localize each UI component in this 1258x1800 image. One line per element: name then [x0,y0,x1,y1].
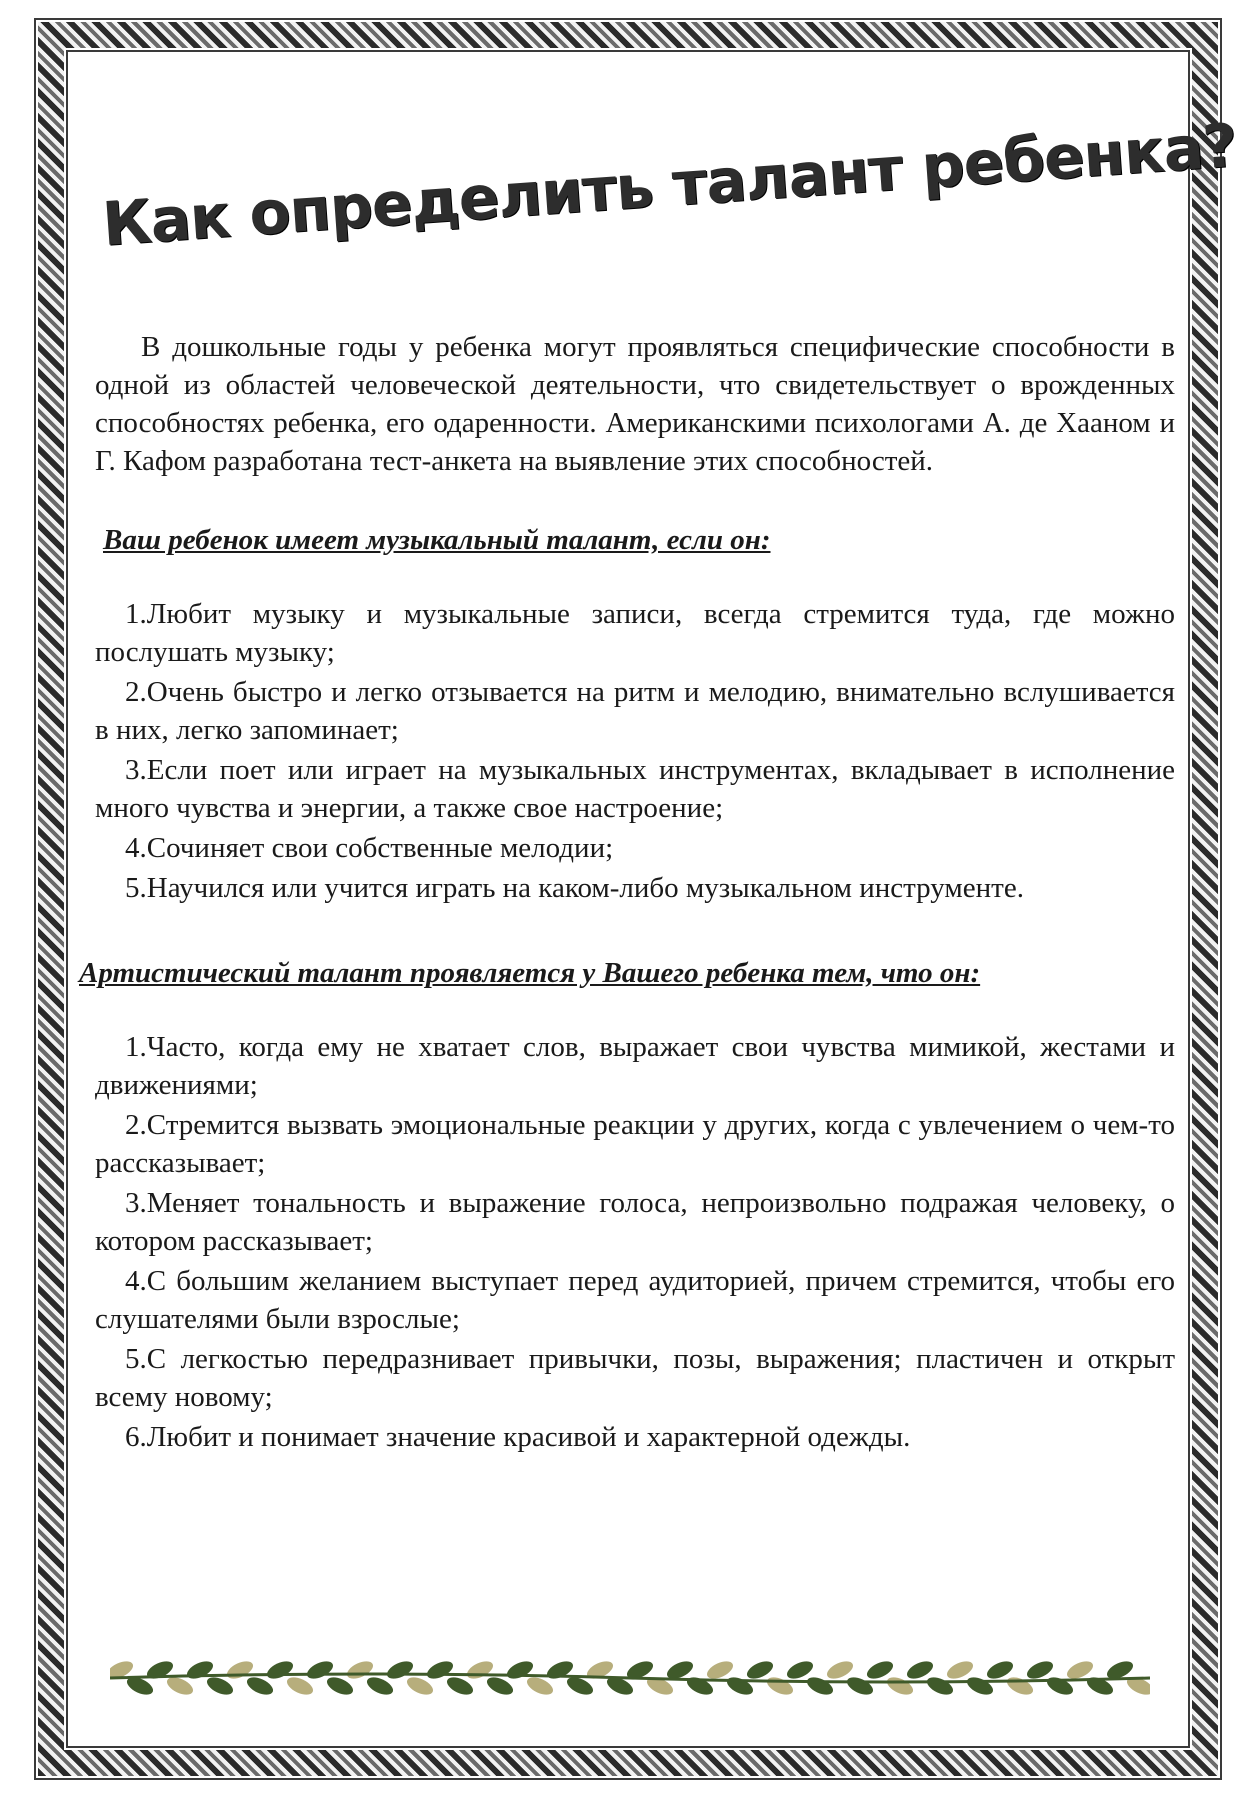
list-item: 2.Очень быстро и легко отзывается на ритм и мелодию, внимательно вслушивается в них, легко запоминает; [95,676,1175,746]
leaf-garland [110,1648,1150,1708]
list-item: 4.С большим желанием выступает перед аудиторией, причем стремится, чтобы его слушателями были взрослые; [95,1265,1175,1335]
list-item: 1.Любит музыку и музыкальные записи, всегда стремится туда, где можно послушать музыку; [95,598,1175,668]
list-item: 3.Меняет тональность и выражение голоса, непроизвольно подражая человеку, о котором рассказывает; [95,1187,1175,1257]
intro-paragraph: В дошкольные годы у ребенка могут проявляться специфические способности в одной из областей человеческой деятельности, что свидетельствует о врожденных способностях ребенка, его одаренности. Американскими психологами А. де Хааном и Г. Кафом разработана тест-анкета на выявление этих способностей. [95,331,1175,477]
music-heading: Ваш ребенок имеет музыкальный талант, если он: [103,524,771,556]
list-item: 5.С легкостью передразнивает привычки, позы, выражения; пластичен и открыт всему новому; [95,1343,1175,1413]
document-page [79,110,1239,1458]
list-item: 5.Научился или учится играть на каком-либо музыкальном инструменте. [125,872,1024,904]
page-title: Как определить талант ребенка? [100,110,1239,261]
list-item: 4.Сочиняет свои собственные мелодии; [125,832,614,864]
art-heading: Артистический талант проявляется у Вашего ребенка тем, что он: [79,957,981,989]
music-list [95,595,1175,907]
art-list [95,1028,1175,1456]
list-item: 3.Если поет или играет на музыкальных инструментах, вкладывает в исполнение много чувства и энергии, а также свое настроение; [95,754,1175,824]
list-item: 6.Любит и понимает значение красивой и характерной одежды. [125,1421,911,1453]
list-item: 2.Стремится вызвать эмоциональные реакции у других, когда с увлечением о чем-то рассказывает; [95,1109,1175,1179]
list-item: 1.Часто, когда ему не хватает слов, выражает свои чувства мимикой, жестами и движениями; [95,1031,1175,1101]
